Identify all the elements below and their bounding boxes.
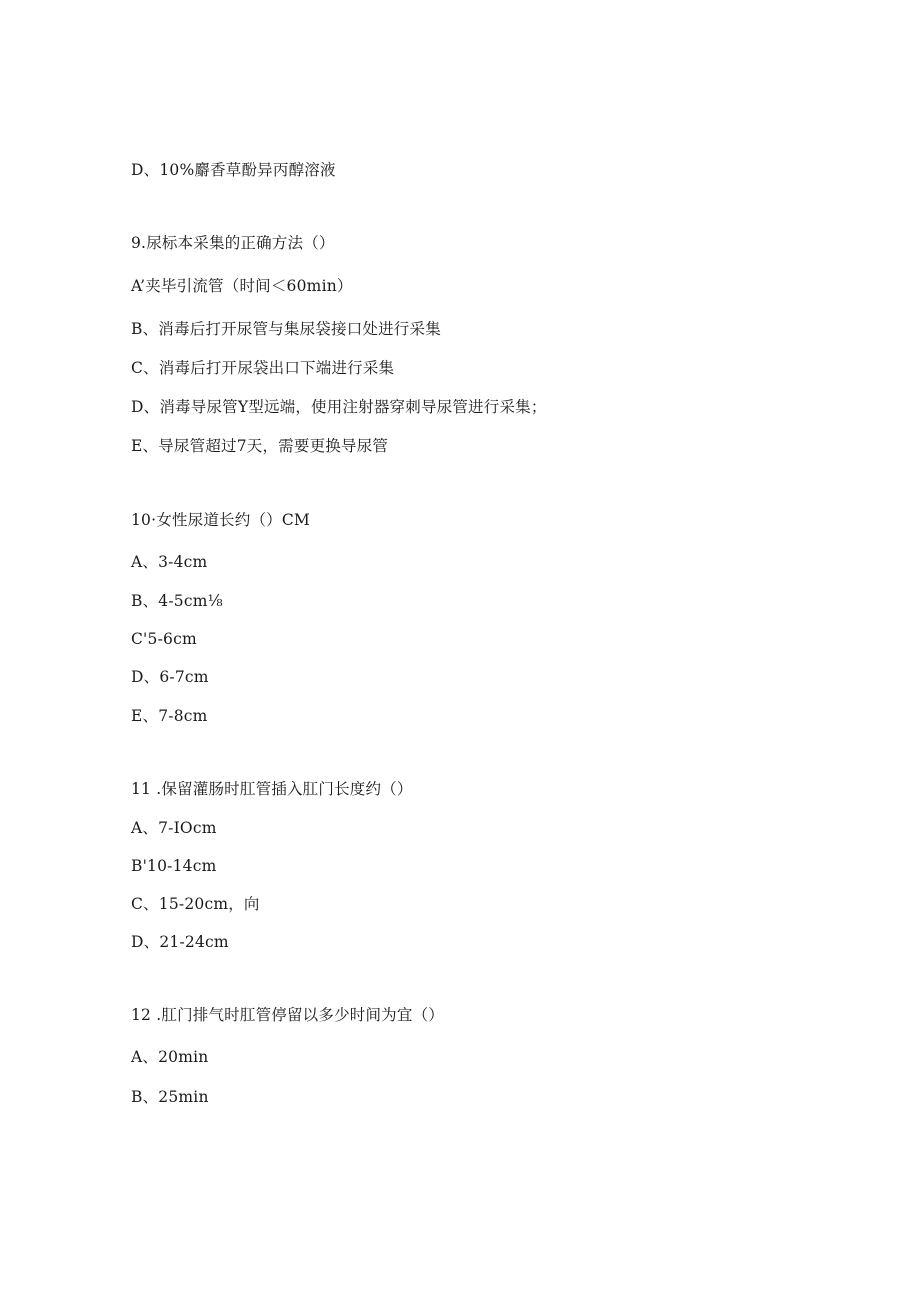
q9-option-e: E、导尿管超过7天，需要更换导尿管 — [131, 437, 389, 455]
q10-option-b: B、4-5cm⅛ — [131, 592, 223, 610]
q12-option-b: B、25min — [131, 1088, 209, 1106]
q10-stem: 10·女性尿道长约（）CM — [131, 511, 310, 529]
q12-stem: 12 .肛门排气时肛管停留以多少时间为宜（） — [131, 1006, 444, 1024]
q9-option-a: A’夹毕引流管（时间＜60min） — [131, 277, 353, 295]
q11-option-a: A、7-IOcm — [131, 819, 217, 837]
q10-option-d: D、6-7cm — [131, 668, 209, 686]
q11-option-d: D、21-24cm — [131, 933, 229, 951]
prev-question-option-d: D、10%麝香草酚异丙醇溶液 — [131, 161, 336, 179]
q11-stem: 11 .保留灌肠时肛管插入肛门长度约（） — [131, 780, 413, 798]
q11-option-c: C、15-20cm，向 — [131, 895, 260, 913]
q11-option-b: B'10-14cm — [131, 857, 217, 875]
q9-option-b: B、消毒后打开尿管与集尿袋接口处进行采集 — [131, 320, 441, 338]
q10-option-e: E、7-8cm — [131, 707, 208, 725]
q10-option-c: C'5-6cm — [131, 630, 197, 648]
q9-option-d: D、消毒导尿管Y型远端，使用注射器穿刺导尿管进行采集； — [131, 398, 547, 416]
q9-option-c: C、消毒后打开尿袋出口下端进行采集 — [131, 359, 395, 377]
q12-option-a: A、20min — [131, 1048, 209, 1066]
q9-stem: 9.尿标本采集的正确方法（） — [131, 234, 335, 252]
q10-option-a: A、3-4cm — [131, 553, 208, 571]
